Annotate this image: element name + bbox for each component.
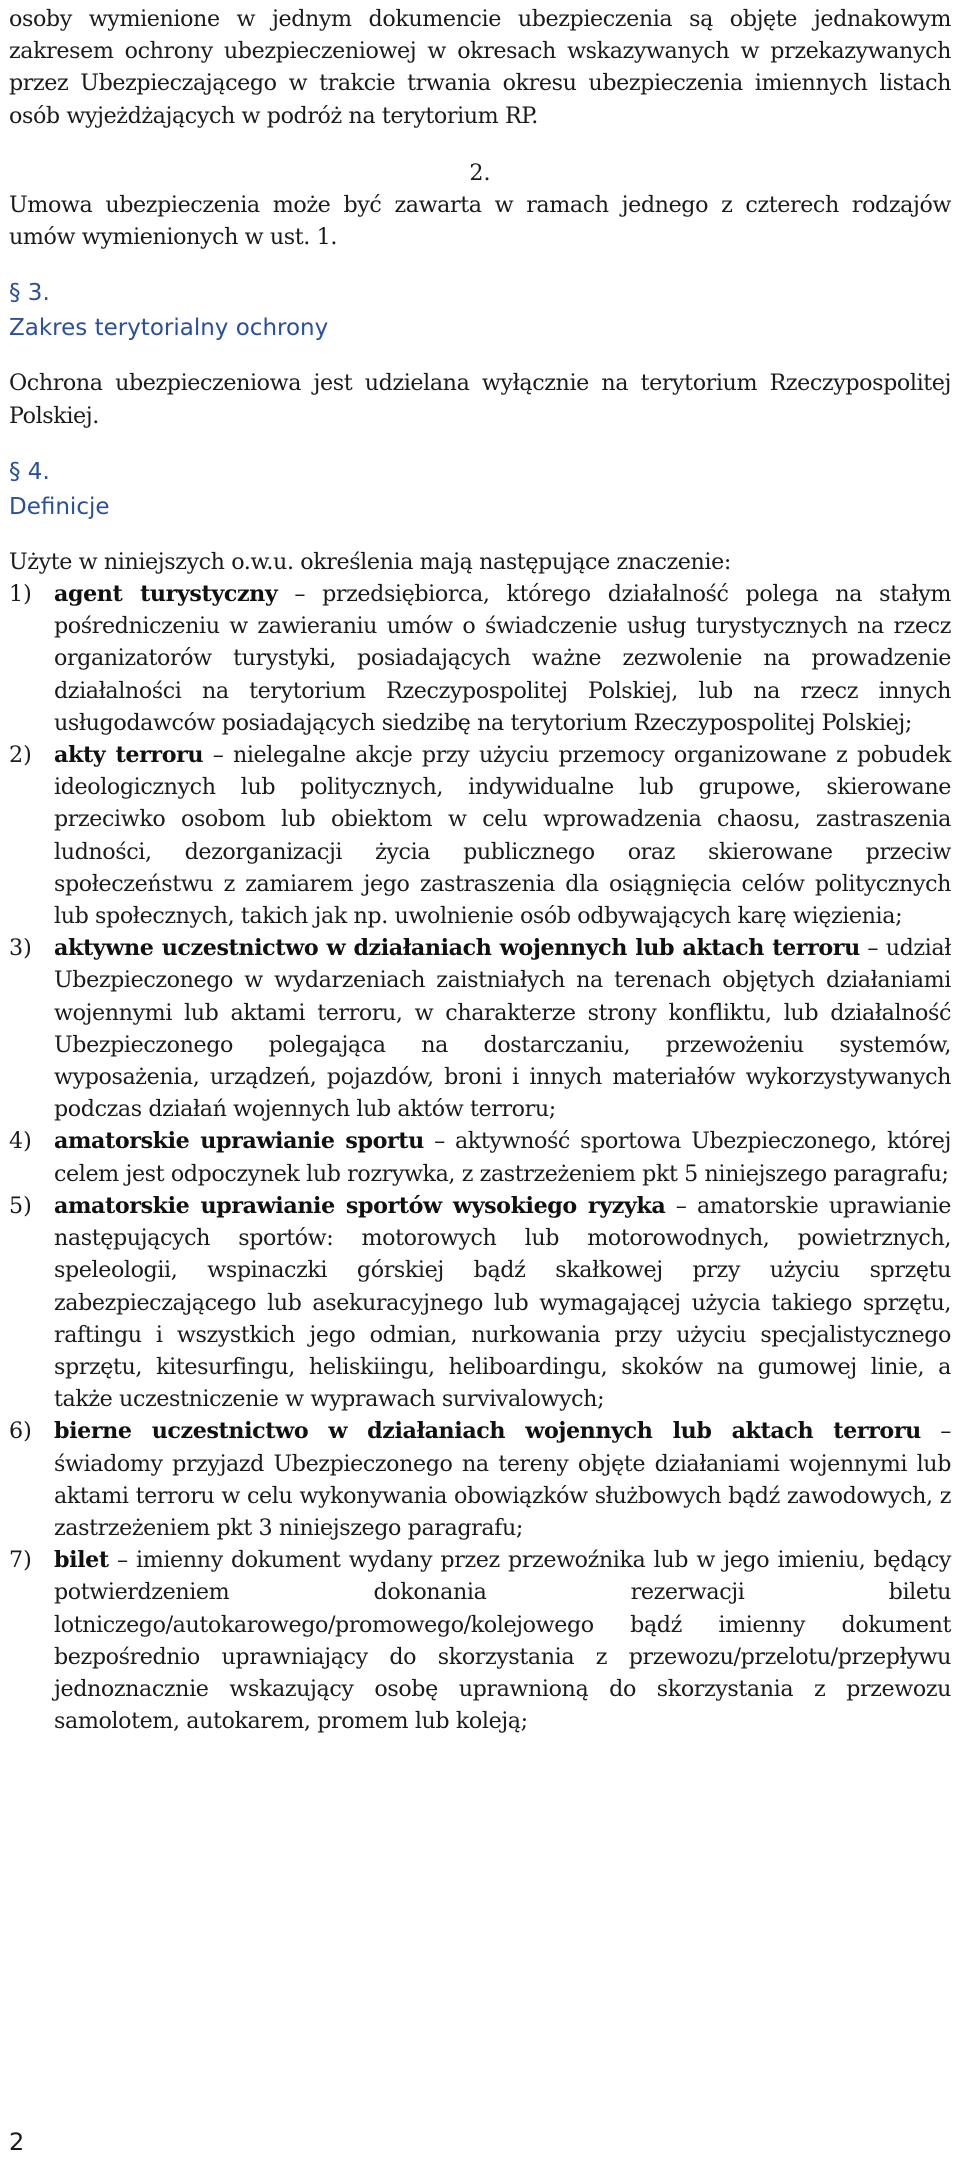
definition-term: agent turystyczny bbox=[54, 581, 278, 608]
list-item-text bbox=[54, 578, 951, 739]
definition-term: akty terroru bbox=[54, 742, 204, 769]
intro-paragraph: osoby wymienione w jednym dokumencie ubezpieczenia są objęte jednakowym zakresem ochrony ubezpieczeniowej w okresach wskazywanych w przekazywanych przez Ubezpieczającego w trakcie trwania okresu ubezpieczenia imiennych listach osób wyjeżdżających w podróż na terytorium RP. bbox=[9, 6, 951, 129]
section-3-text: Ochrona ubezpieczeniowa jest udzielana wyłącznie na terytorium Rzeczypospolitej Polskiej. bbox=[9, 370, 951, 429]
list-item bbox=[9, 932, 951, 1125]
definition-body: – aktywność sportowa Ubezpieczonego, której celem jest odpoczynek lub rozrywka, z zastrzeżeniem pkt 5 niniejszego paragrafu; bbox=[54, 1128, 951, 1187]
section-4-number: § 4. bbox=[9, 458, 50, 485]
list-item bbox=[9, 1415, 951, 1544]
document-page bbox=[9, 0, 951, 1737]
list-item-text bbox=[54, 1544, 951, 1737]
list-item bbox=[9, 578, 951, 739]
list-item-text bbox=[54, 1415, 951, 1544]
definition-body: – nielegalne akcje przy użyciu przemocy organizowane z pobudek ideologicznych lub politycznych, indywidualne lub grupowe, skierowane przeciwko osobom lub obiektom w celu wprowadzenia chaosu, zastraszenia ludności, dezorganizacji życia publicznego oraz skierowane przeciw społeczeństwu z zamiarem jego zastraszenia dla osiągnięcia celów politycznych lub społecznych, takich jak np. uwolnienie osób odbywających karę więzienia; bbox=[54, 742, 951, 930]
list-item-text bbox=[54, 739, 951, 932]
definition-term: amatorskie uprawianie sportów wysokiego ryzyka bbox=[54, 1192, 666, 1219]
list-item bbox=[9, 1544, 951, 1737]
contract-types-paragraph: Umowa ubezpieczenia może być zawarta w ramach jednego z czterech rodzajów umów wymienionych w ust. 1. bbox=[9, 192, 951, 251]
list-item bbox=[9, 1125, 951, 1189]
definitions-lead: Użyte w niniejszych o.w.u. określenia mają następujące znaczenie: bbox=[9, 548, 731, 575]
section-3-title: Zakres terytorialny ochrony bbox=[9, 315, 329, 342]
paragraph-number-2: 2. bbox=[469, 159, 491, 186]
definition-body: – imienny dokument wydany przez przewoźnika lub w jego imieniu, będący potwierdzeniem dokonania rezerwacji biletu lotniczego/autokarowego/promowego/kolejowego bądź imienny dokument bezpośrednio uprawniający do skorzystania z przewozu/przelotu/przepływu jednoznacznie wskazujący osobę uprawnioną do skorzystania z przewozu samolotem, autokarem, promem lub koleją; bbox=[54, 1547, 951, 1735]
definition-body: – amatorskie uprawianie następujących sportów: motorowych lub motorowodnych, powietrznych, speleologii, wspinaczki górskiej bądź skałkowej przy użyciu sprzętu zabezpieczającego lub asekuracyjnego lub wymagającej użycia takiego sprzętu, raftingu i wszystkich jego odmian, nurkowania przy użyciu specjalistycznego sprzętu, kitesurfingu, heliskiingu, heliboardingu, skoków na gumowej linie, a także uczestniczenie w wyprawach survivalowych; bbox=[54, 1192, 951, 1413]
definition-term: aktywne uczestnictwo w działaniach wojennych lub aktach terroru bbox=[54, 935, 860, 962]
definitions-list bbox=[9, 578, 951, 1737]
list-item-number: 2) bbox=[9, 742, 32, 769]
list-item-text bbox=[54, 1190, 951, 1415]
list-item-number: 6) bbox=[9, 1418, 32, 1445]
definition-body: – świadomy przyjazd Ubezpieczonego na tereny objęte działaniami wojennymi lub aktami terroru w celu wykonywania obowiązków służbowych bądź zawodowych, z zastrzeżeniem pkt 3 niniejszego paragrafu; bbox=[54, 1418, 951, 1541]
definition-body: – udział Ubezpieczonego w wydarzeniach zaistniałych na terenach objętych działaniami wojennymi lub aktami terroru, w charakterze strony konfliktu, lub działalność Ubezpieczonego polegająca na dostarczaniu, przewożeniu systemów, wyposażenia, urządzeń, pojazdów, broni i innych materiałów wykorzystywanych podczas działań wojennych lub aktów terroru; bbox=[54, 935, 951, 1123]
list-item-number: 5) bbox=[9, 1192, 32, 1219]
list-item bbox=[9, 1190, 951, 1415]
page-number: 2 bbox=[9, 2128, 25, 2156]
list-item-number: 3) bbox=[9, 935, 32, 962]
section-4-title: Definicje bbox=[9, 493, 110, 520]
list-item-number: 1) bbox=[9, 581, 32, 608]
list-item bbox=[9, 739, 951, 932]
list-item-text bbox=[54, 1125, 951, 1189]
definition-body: – przedsiębiorca, którego działalność polega na stałym pośredniczeniu w zawieraniu umów o świadczenie usług turystycznych na rzecz organizatorów turystyki, posiadających ważne zezwolenie na prowadzenie działalności na terytorium Rzeczypospolitej Polskiej, lub na rzecz innych usługodawców posiadających siedzibę na terytorium Rzeczypospolitej Polskiej; bbox=[54, 581, 952, 736]
section-3-number: § 3. bbox=[9, 280, 50, 307]
definition-term: bierne uczestnictwo w działaniach wojennych lub aktach terroru bbox=[54, 1418, 921, 1445]
list-item-number: 7) bbox=[9, 1547, 32, 1574]
list-item-text bbox=[54, 932, 951, 1125]
definition-term: amatorskie uprawianie sportu bbox=[54, 1128, 424, 1155]
list-item-number: 4) bbox=[9, 1128, 32, 1155]
definition-term: bilet bbox=[54, 1547, 109, 1574]
